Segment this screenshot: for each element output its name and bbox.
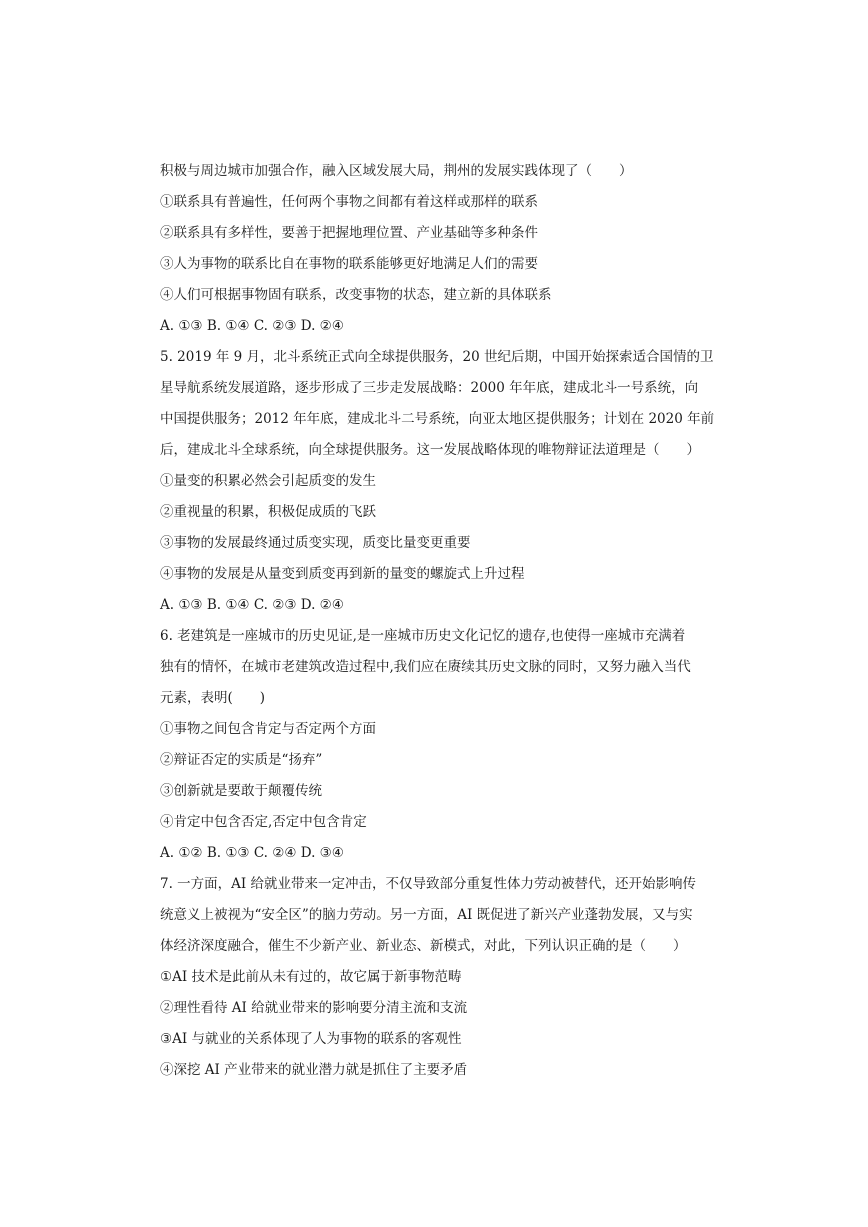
- q4-option-3: ③人为事物的联系比自在事物的联系能够更好地满足人们的需要: [160, 256, 538, 272]
- q4-option-4: ④人们可根据事物固有联系，改变事物的状态，建立新的具体联系: [160, 287, 552, 303]
- q4-option-2: ②联系具有多样性，要善于把握地理位置、产业基础等多种条件: [160, 225, 538, 241]
- q5-option-4: ④事物的发展是从量变到质变再到新的量变的螺旋式上升过程: [160, 566, 525, 582]
- q6-option-1: ①事物之间包含肯定与否定两个方面: [160, 721, 376, 737]
- q7-stem-line-3: 体经济深度融合，催生不少新产业、新业态、新模式，对此，下列认识正确的是（ ）: [160, 938, 687, 954]
- q5-stem-line-4: 后，建成北斗全球系统，向全球提供服务。这一发展战略体现的唯物辩证法道理是（ ）: [160, 442, 700, 458]
- q6-option-3: ③创新就是要敢于颠覆传统: [160, 783, 322, 799]
- q7-stem-line-1: 7. 一方面，AI 给就业带来一定冲击，不仅导致部分重复性体力劳动被替代，还开始影响传: [160, 876, 697, 892]
- q4-stem-tail: 积极与周边城市加强合作，融入区域发展大局，荆州的发展实践体现了（ ）: [160, 163, 633, 179]
- q6-choices: A. ①② B. ①③ C. ②④ D. ③④: [160, 845, 344, 861]
- q6-option-4: ④肯定中包含否定,否定中包含肯定: [160, 814, 367, 830]
- q5-stem-line-2: 星导航系统发展道路，逐步形成了三步走发展战略：2000 年年底，建成北斗一号系统，向: [160, 380, 699, 396]
- q6-stem-line-2: 独有的情怀，在城市老建筑改造过程中,我们应在赓续其历史文脉的同时，又努力融入当代: [160, 659, 691, 675]
- q5-stem-line-3: 中国提供服务；2012 年年底，建成北斗二号系统，向亚太地区提供服务；计划在 2020 年前: [160, 411, 715, 427]
- q7-option-1: ①AI 技术是此前从未有过的，故它属于新事物范畴: [160, 969, 462, 985]
- q6-stem-line-3: 元素，表明( ): [160, 690, 266, 706]
- q6-option-2: ②辩证否定的实质是“扬弃”: [160, 752, 323, 768]
- q7-option-4: ④深挖 AI 产业带来的就业潜力就是抓住了主要矛盾: [160, 1062, 468, 1078]
- question-text-block: [160, 156, 720, 1086]
- q6-stem-line-1: 6. 老建筑是一座城市的历史见证,是一座城市历史文化记忆的遗存,也使得一座城市充满着: [160, 628, 686, 644]
- q4-option-1: ①联系具有普遍性，任何两个事物之间都有着这样或那样的联系: [160, 194, 538, 210]
- q5-choices: A. ①③ B. ①④ C. ②③ D. ②④: [160, 597, 344, 613]
- q5-stem-line-1: 5. 2019 年 9 月，北斗系统正式向全球提供服务，20 世纪后期，中国开始探索适合国情的卫: [160, 349, 714, 365]
- q5-option-2: ②重视量的积累，积极促成质的飞跃: [160, 504, 376, 520]
- q7-stem-line-2: 统意义上被视为“安全区”的脑力劳动。另一方面，AI 既促进了新兴产业蓬勃发展，又与实: [160, 907, 693, 923]
- q7-option-2: ②理性看待 AI 给就业带来的影响要分清主流和支流: [160, 1000, 468, 1016]
- q7-option-3: ③AI 与就业的关系体现了人为事物的联系的客观性: [160, 1031, 462, 1047]
- q4-choices: A. ①③ B. ①④ C. ②③ D. ②④: [160, 318, 344, 334]
- q5-option-3: ③事物的发展最终通过质变实现，质变比量变更重要: [160, 535, 471, 551]
- q5-option-1: ①量变的积累必然会引起质变的发生: [160, 473, 376, 489]
